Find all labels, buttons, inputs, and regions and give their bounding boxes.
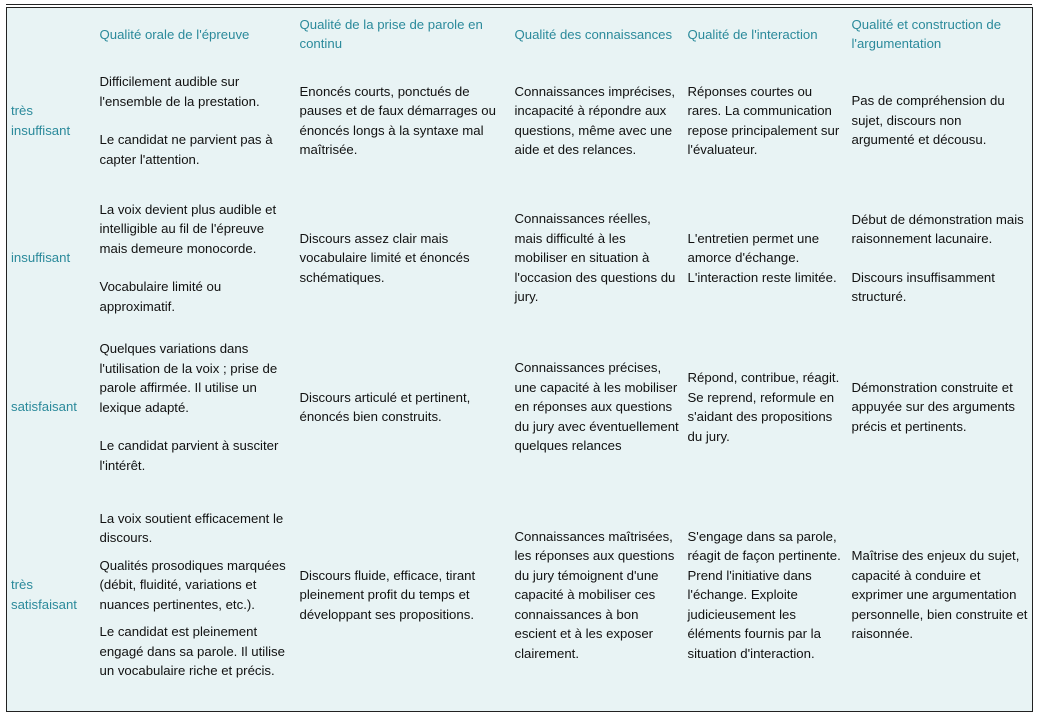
cell-interaction <box>684 61 848 181</box>
cell-paragraph: L'entretien permet une amorce d'échange. L'interaction reste limitée. <box>687 230 837 285</box>
cell-paragraph: Discours articulé et pertinent, énoncés bien construits. <box>299 389 471 424</box>
cell-paragraph: Quelques variations dans l'utilisation de la voix ; prise de parole affirmée. Il utilise un lexique adapté. <box>99 341 278 415</box>
cell-interaction <box>684 479 848 712</box>
cell-continuous-speech <box>296 181 511 336</box>
cell-paragraph: Connaissances précises, une capacité à les mobiliser en réponses aux questions du jury avec éventuellement quelques relances <box>514 360 679 454</box>
cell-oral-quality <box>96 181 296 336</box>
cell-paragraph: Pas de compréhension du sujet, discours non argumenté et décousu. <box>851 93 1005 148</box>
cell-paragraph: Répond, contribue, réagit. Se reprend, reformule en s'aidant des propositions du jury. <box>687 370 840 444</box>
cell-paragraph: Connaissances imprécises, incapacité à répondre aux questions, même avec une aide et des relances. <box>514 83 676 157</box>
level-label: très insuffisant <box>11 103 71 138</box>
cell-paragraph: Connaissances maîtrisées, les réponses aux questions du jury témoignent d'une capacité à mobiliser ces connaissances à bon escient et à les exposer clairement. <box>514 528 675 661</box>
cell-knowledge <box>511 61 684 181</box>
cell-oral-quality <box>96 479 296 712</box>
level-label: insuffisant <box>11 250 71 266</box>
cell-paragraph: Connaissances réelles, mais difficulté à les mobiliser en situation à l'occasion des questions du jury. <box>514 211 676 305</box>
cell-argumentation <box>848 336 1033 479</box>
table-row <box>7 336 1033 479</box>
header-cell-empty <box>7 8 96 61</box>
cell-continuous-speech <box>296 479 511 712</box>
cell-paragraph: Enoncés courts, ponctués de pauses et de faux démarrages ou énoncés longs à la syntaxe mal maîtrisée. <box>299 83 496 157</box>
cell-paragraph: Réponses courtes ou rares. La communication repose principalement sur l'évaluateur. <box>687 83 840 157</box>
cell-argumentation <box>848 181 1033 336</box>
cell-paragraph: Maîtrise des enjeux du sujet, capacité à conduire et exprimer une argumentation personnelle, bien construite et raisonnée. <box>851 548 1028 641</box>
cell-paragraph: Discours insuffisamment structuré. <box>851 269 995 304</box>
cell-interaction <box>684 336 848 479</box>
cell-continuous-speech <box>296 61 511 181</box>
cell-paragraph: Qualités prosodiques marquées (débit, fluidité, variations et nuances pertinentes, etc.). <box>99 557 286 612</box>
cell-paragraph: S'engage dans sa parole, réagit de façon pertinente. Prend l'initiative dans l'échange. Exploite judicieusement les éléments fournis par la situation d'interaction. <box>687 528 841 661</box>
cell-knowledge <box>511 336 684 479</box>
cell-paragraph: Difficilement audible sur l'ensemble de la prestation. <box>99 74 260 109</box>
header-oral-quality: Qualité orale de l'épreuve <box>99 26 250 42</box>
header-knowledge: Qualité des connaissances <box>514 26 673 42</box>
header-argumentation: Qualité et construction de l'argumentation <box>851 16 1002 52</box>
cell-oral-quality <box>96 61 296 181</box>
cell-paragraph: Le candidat parvient à susciter l'intérêt. <box>99 438 279 473</box>
cell-oral-quality <box>96 336 296 479</box>
cell-paragraph: La voix devient plus audible et intelligible au fil de l'épreuve mais demeure monocorde. <box>99 201 277 256</box>
cell-paragraph: Le candidat est pleinement engagé dans sa parole. Il utilise un vocabulaire riche et précis. <box>99 624 285 679</box>
evaluation-grid <box>6 7 1033 712</box>
table-row <box>7 61 1033 181</box>
cell-continuous-speech <box>296 336 511 479</box>
header-interaction: Qualité de l'interaction <box>687 26 818 42</box>
cell-paragraph: Discours assez clair mais vocabulaire limité et énoncés schématiques. <box>299 230 470 285</box>
cell-interaction <box>684 181 848 336</box>
level-label: très satisfaisant <box>11 577 77 612</box>
cell-knowledge <box>511 181 684 336</box>
cell-paragraph: Démonstration construite et appuyée sur des arguments précis et pertinents. <box>851 379 1015 434</box>
cell-paragraph: La voix soutient efficacement le discours. <box>99 510 284 546</box>
header-row <box>7 8 1033 61</box>
cell-paragraph: Début de démonstration mais raisonnement lacunaire. <box>851 211 1024 246</box>
level-label: satisfaisant <box>11 399 77 415</box>
cell-argumentation <box>848 479 1033 712</box>
table-row <box>7 181 1033 336</box>
top-rule <box>6 4 1032 5</box>
header-continuous-speech: Qualité de la prise de parole en continu <box>299 16 483 52</box>
cell-knowledge <box>511 479 684 712</box>
cell-paragraph: Le candidat ne parvient pas à capter l'attention. <box>99 132 273 167</box>
cell-paragraph: Discours fluide, efficace, tirant pleinement profit du temps et développant ses propositions. <box>299 567 476 622</box>
cell-paragraph: Vocabulaire limité ou approximatif. <box>99 279 222 314</box>
table-row <box>7 479 1033 712</box>
cell-argumentation <box>848 61 1033 181</box>
